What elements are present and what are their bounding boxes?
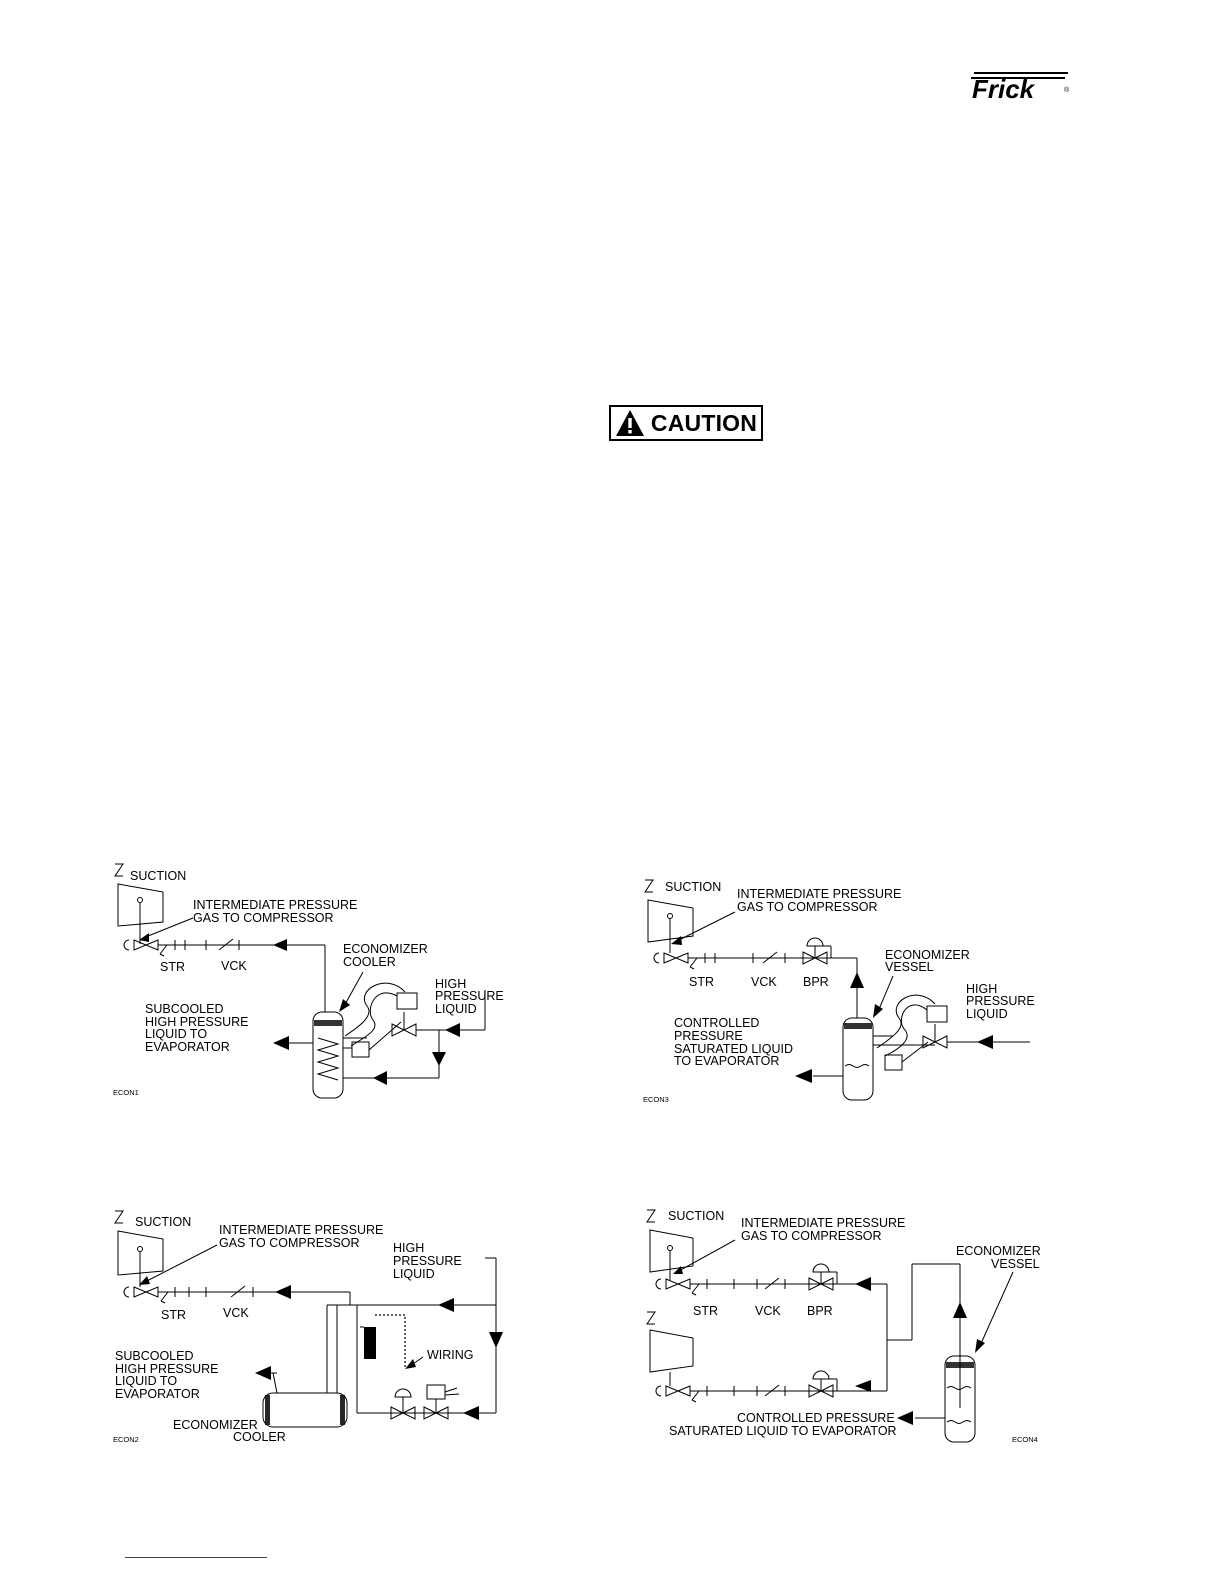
frick-logo	[968, 70, 1072, 106]
econ2-sub-line3: LIQUID TO	[115, 1374, 178, 1388]
econ2-hpl-line2: PRESSURE	[393, 1254, 462, 1268]
econ3-tag: ECON3	[643, 1095, 669, 1104]
econ1-hpl-line3: LIQUID	[435, 1002, 477, 1016]
econ2-vck-label: VCK	[223, 1306, 249, 1320]
econ3-intermediate-line2: GAS TO COMPRESSOR	[737, 900, 878, 914]
econ2-hpl-line1: HIGH	[393, 1241, 425, 1255]
econ1-intermediate-line1: INTERMEDIATE PRESSURE	[193, 898, 358, 912]
econ1-sub-line3: LIQUID TO	[145, 1027, 208, 1041]
caution-label: CAUTION	[650, 409, 758, 436]
econ4-diagram	[635, 1200, 1055, 1450]
econ2-sub-line1: SUBCOOLED	[115, 1349, 194, 1363]
logo-registered-mark: ®	[1064, 87, 1070, 94]
econ4-suction-label: SUCTION	[668, 1209, 725, 1223]
econ3-econ-line1: ECONOMIZER	[885, 948, 970, 962]
econ2-str-label: STR	[161, 1308, 186, 1322]
econ1-sub-line1: SUBCOOLED	[145, 1002, 224, 1016]
econ2-sub-line2: HIGH PRESSURE	[115, 1362, 219, 1376]
econ3-hpl-line1: HIGH	[966, 982, 998, 996]
econ4-intermediate-line1: INTERMEDIATE PRESSURE	[741, 1216, 906, 1230]
econ4-bpr-label: BPR	[807, 1304, 833, 1318]
econ2-diagram	[105, 1205, 525, 1455]
econ1-tag: ECON1	[113, 1088, 139, 1097]
econ3-hpl-line2: PRESSURE	[966, 994, 1035, 1008]
econ4-tag: ECON4	[1012, 1435, 1038, 1444]
econ2-sub-line4: EVAPORATOR	[115, 1387, 200, 1401]
econ1-vck-label: VCK	[221, 959, 247, 973]
econ3-ctl-line2: PRESSURE	[674, 1029, 743, 1043]
econ1-str-label: STR	[160, 960, 185, 974]
econ3-hpl-line3: LIQUID	[966, 1007, 1008, 1021]
caution-box	[609, 405, 763, 441]
econ4-econ-line2: VESSEL	[991, 1257, 1040, 1271]
warning-icon	[615, 409, 645, 437]
econ3-econ-line2: VESSEL	[885, 960, 934, 974]
econ2-intermediate-line2: GAS TO COMPRESSOR	[219, 1236, 360, 1250]
econ3-vck-label: VCK	[751, 975, 777, 989]
econ3-intermediate-line1: INTERMEDIATE PRESSURE	[737, 887, 902, 901]
econ1-econ-line2: COOLER	[343, 955, 396, 969]
econ3-ctl-line1: CONTROLLED	[674, 1016, 760, 1030]
econ4-ctl-line1: CONTROLLED PRESSURE	[737, 1411, 895, 1425]
econ4-vck-label: VCK	[755, 1304, 781, 1318]
econ2-intermediate-line1: INTERMEDIATE PRESSURE	[219, 1223, 384, 1237]
econ2-wiring-label: WIRING	[427, 1348, 474, 1362]
econ3-bpr-label: BPR	[803, 975, 829, 989]
logo-text: Frick	[972, 74, 1035, 104]
econ1-suction-label: SUCTION	[130, 869, 187, 883]
econ2-econ-line1: ECONOMIZER	[173, 1418, 258, 1432]
econ3-diagram	[635, 870, 1055, 1115]
econ1-diagram	[105, 860, 525, 1110]
econ3-suction-label: SUCTION	[665, 880, 722, 894]
econ4-econ-line1: ECONOMIZER	[956, 1244, 1041, 1258]
econ1-sub-line4: EVAPORATOR	[145, 1040, 230, 1054]
econ1-hpl-line2: PRESSURE	[435, 989, 504, 1003]
econ2-suction-label: SUCTION	[135, 1215, 192, 1229]
econ1-hpl-line1: HIGH	[435, 977, 467, 991]
econ2-hpl-line3: LIQUID	[393, 1267, 435, 1281]
econ3-ctl-line4: TO EVAPORATOR	[674, 1054, 780, 1068]
econ1-sub-line2: HIGH PRESSURE	[145, 1015, 249, 1029]
econ2-tag: ECON2	[113, 1435, 139, 1444]
econ4-ctl-line2: SATURATED LIQUID TO EVAPORATOR	[669, 1424, 897, 1438]
econ4-str-label: STR	[693, 1304, 718, 1318]
econ1-intermediate-line2: GAS TO COMPRESSOR	[193, 911, 334, 925]
econ1-econ-line1: ECONOMIZER	[343, 942, 428, 956]
econ2-econ-line2: COOLER	[233, 1430, 286, 1444]
econ3-ctl-line3: SATURATED LIQUID	[674, 1042, 793, 1056]
econ4-intermediate-line2: GAS TO COMPRESSOR	[741, 1229, 882, 1243]
footer-rule	[125, 1557, 267, 1558]
econ3-str-label: STR	[689, 975, 714, 989]
